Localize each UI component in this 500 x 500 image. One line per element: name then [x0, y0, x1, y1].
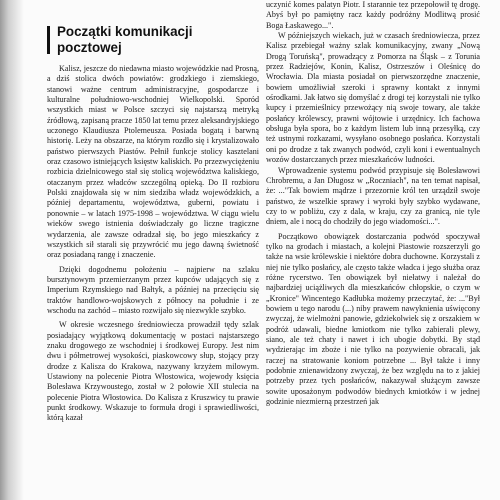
title-line-2: pocztowej	[57, 40, 122, 55]
paragraph: W okresie wczesnego średniowiecza prowadził tędy szlak posiadający wyjątkową dokumentację w postaci najstarszego znaku drogowego ze wschodniej i środkowej Europy. Jest nim dwu i półmetrowej wysokości, piaskowcowy słup, stojący przy drodze z Kalisza do Krakowa, nazywany krzyżem milowym. Ustawiony na polecenie Piotra Włostowica, wojewody księcia Bolesława Krzywoustego, został w 2 połowie XII stulecia na polecenie Piotra Włostowica. Do Kalisza z Kruszwicy tu prawie punkt środkowy. Wskazuje to formuła drogi i sprawiedliwości, którą kazał	[47, 320, 259, 423]
title-line-1: Początki komunikacji	[57, 24, 193, 39]
right-column	[266, 0, 480, 407]
paragraph: Wprowadzenie systemu podwód przypisuje się Bolesławowi Chrobremu, a Jan Długosz w „Roczniach", na ten temat napisał, że: ..."Tak bowiem mądrze i przezornie król ten urządził swoje państwo, że wszelkie sprawy i wyroki były szybko wydawane, czy to w pobliżu, czy z dala, w kraju, czy za granicą, nie tyle dniem, ale i nocą do chodziły do jego wiadomości...".	[266, 165, 480, 227]
binding-shadow	[0, 0, 24, 500]
title-accent-bar	[47, 26, 50, 54]
left-column	[47, 4, 259, 424]
paragraph: uczynić komes palatyn Piotr. I starannie tez przepołowił tę drogę. Abyś był po pamiętny racz każdy podróżny Modlitwą prosić Boga Łaskawego...".	[266, 0, 480, 30]
paragraph: Dzięki dogodnemu położeniu – najpierw na szlaku bursztynowym przemierzanym przez kupców udających się z Imperium Rzymskiego nad Bałtyk, a później na przecięciu się traktów handlowo-wojskowych z północy na południe i ze wschodu na zachód – miasto rozwijało się niezwykle szybko.	[47, 264, 259, 315]
paragraph: Kalisz, jeszcze do niedawna miasto wojewódzkie nad Prosną, a dziś stolica dwóch powiatów: grodzkiego i ziemskiego, stanowi ważne centrum administracyjne, gospodarcze i kulturalne południowo-wschodniej Wielkopolski. Sporód wszystkich miast w Polsce szczyci się najstarszą metryką źródłową, zapisaną pracze 1850 lat temu przez aleksandryjskiego uczonego Klaudiusza Ptolemeusza. Posiada bogatą i barwną historię. Leży na obszarze, na którym rozdło się i krystalizowało państwo pierwszych Piastów. Pełnił funkcje stolicy kasztelani oraz czasowo istniejących księstw kaliskich. Po przezwyciężeniu rozbicia dzielnicowego stał się stolicą województwa kaliskiego, otaczanym przez władców szczególną opieką. Do II rozbioru Polski znajdowała się w nim siedziba władz wojewódzkich, a później departamentu, województwa, guberni, powiatu i ponownie – w latach 1975-1998 – województwa. W ciągu wielu wieków swego istnienia doświadczały go liczne tragiczne wydarzenia, ale zawsze odradzał się, bo jego mieszkańcy z wszystkich sił starali się przywrócić mu jego dawną świetność oraz posiadaną rangę i znaczenie.	[47, 64, 259, 260]
paragraph: Początkowo obowiązek dostarczania podwód spoczywał tylko na grodach i miastach, a kolejni Piastowie rozszerzyli go także na wsie królewskie i niektóre dobra duchowne. Korzystali z niej nie tylko posłańcy, ale często także władca i jego służba oraz różne rycerstwo. Ten obowiązek był niełatwy i należał do najbardziej uciążliwych dla mieszkańców chłopskie, o czym w „Kronice" Wincentego Kadłubka możemy przeczytać, że: ..."Był bowiem u tego narodu (...) niby prawem nawyknienia uświęcony zwyczaj, że wielmożni panowie, gdziekolwiek się z orszakiem w podróż udawali, biedne kmiotkom nie tylko zabierali plewy, siano, ale też chaty i nawet i ich ubogie dobytki. By stąd wydzierając im zboże i nie tylko na pozywienie obracali, jak raczej na stratowanie koniom potrzebne ... Był także i inny podobnie znienawidzony zwyczaj, że bez względu na to z jakiej potrzeby przez tych posłańców, nakazywał służącym zawsze sowite uposażonym podwodów biednych kmiotków i w jednej godzinie niezmierną przestrzeń jak	[266, 231, 480, 407]
paragraph: W późniejszych wiekach, już w czasach średniowiecza, przez Kalisz przebiegał ważny szlak komunikacyjny, zwany „Nową Drogą Toruńską", prowadzący z Pomorza na Śląsk – z Torunia przez Radziejów, Konin, Kalisz, Ostrzeszów i Oleśnicę do Wrocławia. Dla miasta posiadał on pierwszorzędne znaczenie, bowiem umożliwiał szeroki i sprawny kontakt z innymi ośrodkami. Jak łatwo się domyślać z drogi tej korzystali nie tylko kupcy i przemieślnicy przewożący nią swoje towary, ale także posłańcy królewscy, prawni wójtowie i urzędnicy. Ich fachowa obsługa była spora, bo z każdym listem lub inną przesyłką, czy też ustnymi rozkazami, wysyłano osobnego posłańca. Korzystali oni po drodze z tak zwanych podwód, czyli koni i ewentualnych wozów dostarczanych przez mieszkańców ludności.	[266, 31, 480, 165]
article-title	[47, 24, 259, 56]
